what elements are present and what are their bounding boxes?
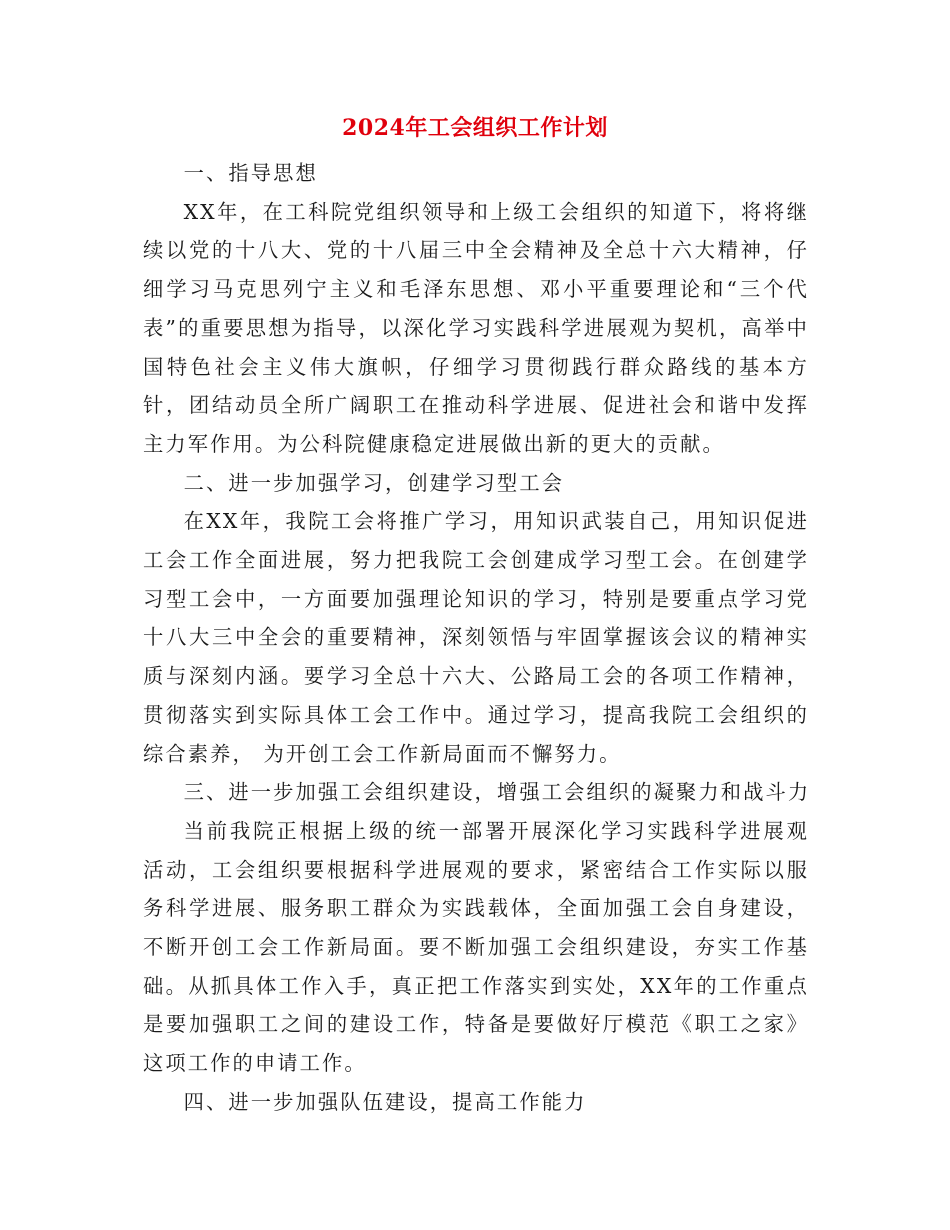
section-heading-2: 二、进一步加强学习，创建学习型工会 bbox=[183, 470, 565, 495]
section-heading-4: 四、进一步加强队伍建设，提高工作能力 bbox=[183, 1089, 587, 1114]
section-paragraph-1: XX年，在工科院党组织领导和上级工会组织的知道下，将将继续以党的十八大、党的十八届三中全会精神及全总十六大精神，仔细学习马克思列宁主义和毛泽东思想、邓小平重要理论和“三个代表”的重要思想为指导，以深化学习实践科学进展观为契机，高举中国特色社会主义伟大旗帜，仔细学习贯彻践行群众路线的基本方针，团结动员全所广阔职工在推动科学进展、促进社会和谐中发挥主力军作用。为公科院健康稳定进展做出新的更大的贡献。 bbox=[143, 199, 809, 456]
document-body bbox=[143, 154, 809, 1122]
document-title: 2024年工会组织工作计划 bbox=[342, 115, 608, 141]
section-paragraph-3: 当前我院正根据上级的统一部署开展深化学习实践科学进展观活动，工会组织要根据科学进展观的要求，紧密结合工作实际以服务科学进展、服务职工群众为实践载体，全面加强工会自身建设，不断开创工会工作新局面。要不断加强工会组织建设，夯实工作基础。从抓具体工作入手，真正把工作落实到实处，XX年的工作重点是要加强职工之间的建设工作，特备是要做好厅模范《职工之家》这项工作的申请工作。 bbox=[143, 818, 809, 1076]
section-paragraph-2: 在XX年，我院工会将推广学习，用知识武装自己，用知识促进工会工作全面进展，努力把我院工会创建成学习型工会。在创建学习型工会中，一方面要加强理论知识的学习，特别是要重点学习党十八大三中全会的重要精神，深刻领悟与牢固掌握该会议的精神实质与深刻内涵。要学习全总十六大、公路局工会的各项工作精神，贯彻落实到实际具体工会工作中。通过学习，提高我院工会组织的综合素养， 为开创工会工作新局面而不懈努力。 bbox=[143, 509, 809, 766]
section-heading-1: 一、指导思想 bbox=[183, 161, 318, 185]
section-heading-3: 三、进一步加强工会组织建设，增强工会组织的凝聚力和战斗力 bbox=[183, 780, 811, 805]
